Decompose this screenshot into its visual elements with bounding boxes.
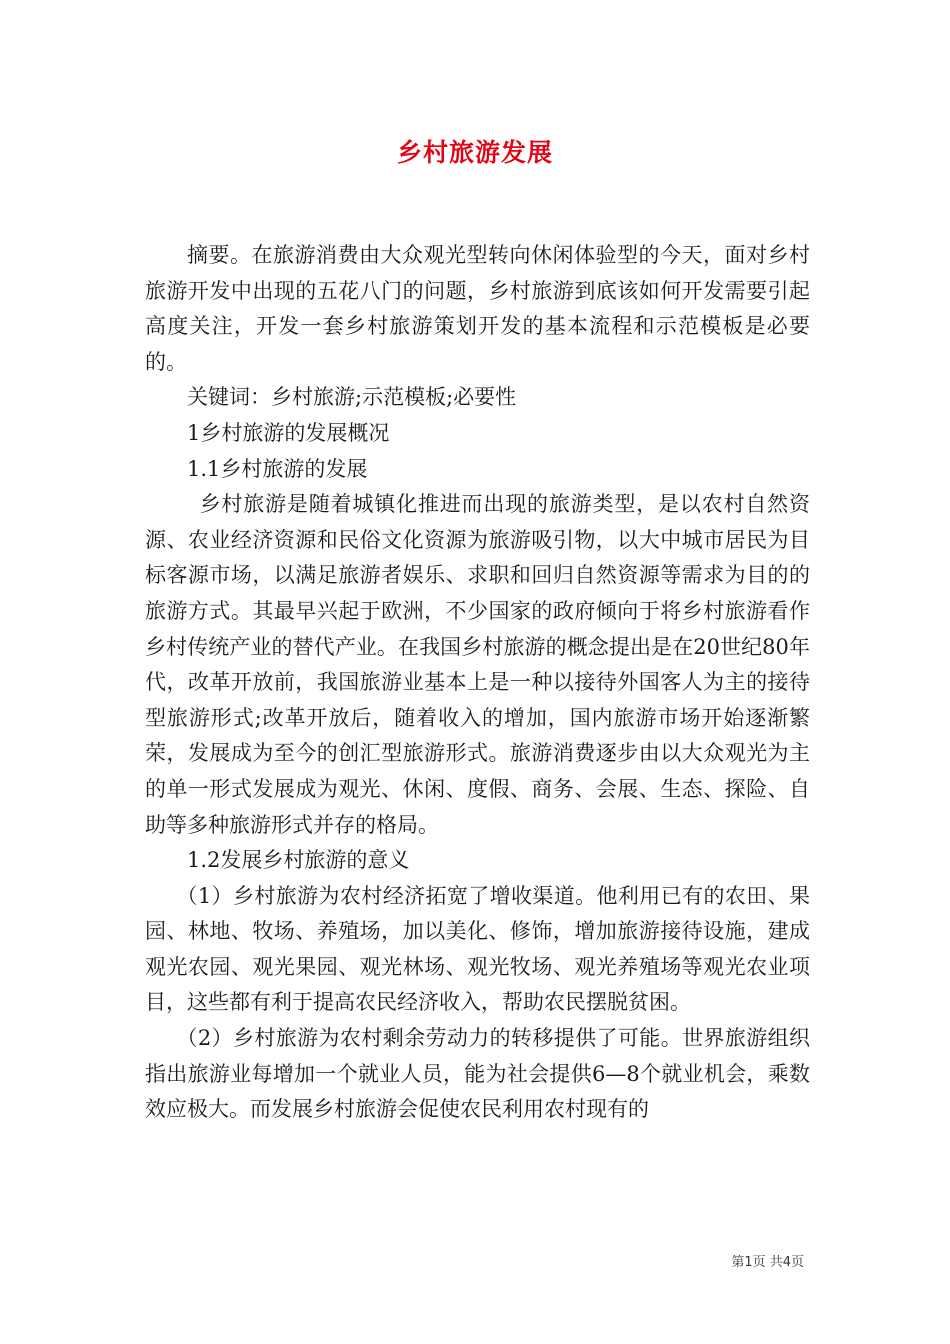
abstract-paragraph: 摘要。在旅游消费由大众观光型转向休闲体验型的今天，面对乡村旅游开发中出现的五花八门的问题，乡村旅游到底该如何开发需要引起高度关注，开发一套乡村旅游策划开发的基本流程和示范模板是必要的。: [145, 243, 810, 374]
body-paragraph: 乡村旅游是随着城镇化推进而出现的旅游类型，是以农村自然资源、农业经济资源和民俗文化资源为旅游吸引物，以大中城市居民为目标客源市场，以满足旅游者娱乐、求职和回归自然资源等需求为目的的旅游方式。其最早兴起于欧洲，不少国家的政府倾向于将乡村旅游看作乡村传统产业的替代产业。在我国乡村旅游的概念提出是在20世纪80年代，改革开放前，我国旅游业基本上是一种以接待外国客人为主的接待型旅游形式;改革开放后，随着收入的增加，国内旅游市场开始逐渐繁荣，发展成为至今的创汇型旅游形式。旅游消费逐步由以大众观光为主的单一形式发展成为观光、休闲、度假、商务、会展、生态、探险、自助等多种旅游形式并存的格局。: [145, 492, 810, 837]
numbered-paragraph: （2）乡村旅游为农村剩余劳动力的转移提供了可能。世界旅游组织指出旅游业每增加一个就业人员，能为社会提供6—8个就业机会，乘数效应极大。而发展乡村旅游会促使农民利用农村现有的: [145, 1026, 810, 1122]
section-heading: 1乡村旅游的发展概况: [187, 420, 390, 445]
document-title: 乡村旅游发展: [396, 138, 553, 167]
page-number-footer: 第1页 共4页: [731, 1255, 804, 1270]
subsection-heading: 1.2发展乡村旅游的意义: [187, 848, 410, 873]
numbered-paragraph: （1）乡村旅游为农村经济拓宽了增收渠道。他利用已有的农田、果园、林地、牧场、养殖场，加以美化、修饰，增加旅游接待设施，建成观光农园、观光果园、观光林场、观光牧场、观光养殖场等观光农业项目，这些都有利于提高农民经济收入，帮助农民摆脱贫困。: [145, 883, 810, 1015]
document-body: [145, 238, 810, 1128]
subsection-heading: 1.1乡村旅游的发展: [187, 456, 368, 481]
keywords-line: 关键词：乡村旅游;示范模板;必要性: [187, 385, 517, 410]
